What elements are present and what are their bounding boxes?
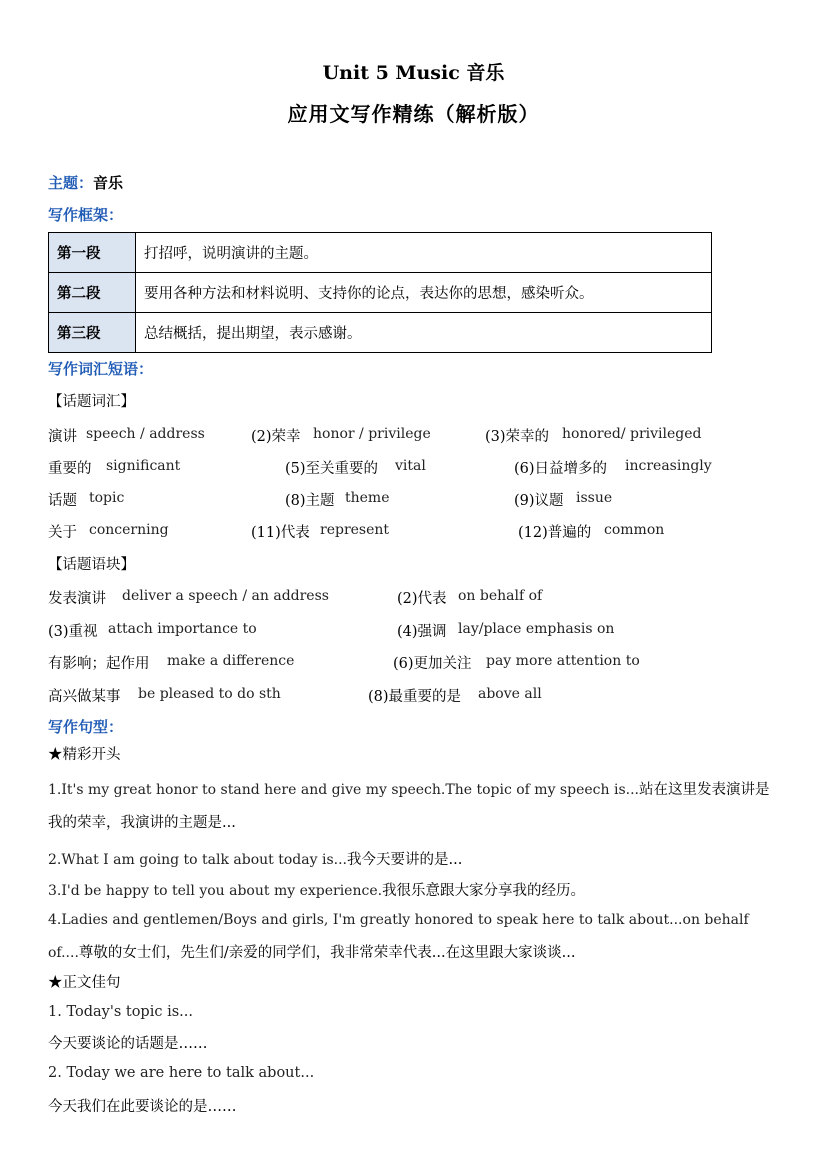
- word-zh: (12)普遍的: [518, 525, 592, 541]
- page-subtitle: 应用文写作精练（解析版）: [287, 102, 540, 126]
- phrase-zh: (3)重视: [48, 624, 98, 640]
- sentence-en: 2.What I am going to talk about today is...: [48, 852, 347, 868]
- word-en: vital: [395, 458, 426, 474]
- word-en: increasingly: [625, 458, 712, 474]
- sentence-zh: 我很乐意跟大家分享我的经历。: [382, 883, 586, 899]
- word-zh: (3)荣幸的: [485, 429, 550, 445]
- table-row: [49, 233, 712, 273]
- word-zh: (2)荣幸: [251, 429, 301, 445]
- word-zh: 关于: [48, 525, 77, 541]
- word-en: honored/ privileged: [562, 426, 702, 442]
- theme-value: 音乐: [93, 174, 124, 192]
- phrase-en: be pleased to do sth: [138, 686, 281, 702]
- word-en: theme: [345, 490, 390, 506]
- word-zh: (6)日益增多的: [514, 461, 608, 477]
- word-zh: 话题: [48, 493, 77, 509]
- table-row: [49, 273, 712, 313]
- phrases-heading: 【话题语块】: [48, 557, 135, 573]
- word-en: represent: [320, 522, 390, 538]
- body-heading: ★正文佳句: [48, 975, 121, 991]
- framework-cell-name: 第三段: [49, 313, 136, 353]
- vocab-label: 写作词汇短语：: [48, 360, 154, 378]
- page-title: Unit 5 Music 音乐: [322, 62, 505, 84]
- phrase-en: lay/place emphasis on: [458, 621, 615, 637]
- phrase-zh: (8)最重要的是: [368, 689, 462, 705]
- framework-label: 写作框架：: [48, 206, 124, 224]
- phrase-en: pay more attention to: [486, 653, 640, 669]
- word-en: speech / address: [86, 426, 205, 442]
- phrase-zh: 发表演讲: [48, 591, 106, 607]
- phrase-en: above all: [478, 686, 542, 702]
- word-en: concerning: [89, 522, 169, 538]
- sentence-en: 4.Ladies and gentlemen/Boys and girls, I'm greatly honored to speak here to talk about...on behalf of....: [48, 912, 749, 961]
- list-item: [48, 774, 773, 840]
- phrase-en: deliver a speech / an address: [122, 588, 329, 604]
- opening-heading: ★精彩开头: [48, 747, 121, 763]
- list-item: [48, 904, 773, 970]
- body-sentence-zh: 今天我们在此要谈论的是……: [48, 1099, 237, 1115]
- word-en: common: [604, 522, 665, 538]
- word-zh: 重要的: [48, 461, 92, 477]
- body-sentence-zh: 今天要谈论的话题是……: [48, 1036, 208, 1052]
- word-zh: (8)主题: [285, 493, 335, 509]
- word-zh: 演讲: [48, 429, 77, 445]
- framework-cell-content: 要用各种方法和材料说明、支持你的论点，表达你的思想，感染听众。: [136, 273, 712, 313]
- words-heading: 【话题词汇】: [48, 394, 135, 410]
- body-sentence-en: 1. Today's topic is...: [48, 1004, 193, 1020]
- list-item: [48, 879, 585, 900]
- table-row: [49, 313, 712, 353]
- list-item: [48, 848, 462, 869]
- phrase-zh: (4)强调: [397, 624, 447, 640]
- word-en: issue: [576, 490, 613, 506]
- framework-cell-name: 第一段: [49, 233, 136, 273]
- sentence-zh: 站在这里发表演讲是我的荣幸，我演讲的主题是...: [48, 782, 770, 831]
- body-sentence-en: 2. Today we are here to talk about...: [48, 1065, 315, 1081]
- sentences-label: 写作句型：: [48, 718, 124, 736]
- word-en: significant: [106, 458, 181, 474]
- framework-cell-name: 第二段: [49, 273, 136, 313]
- word-en: honor / privilege: [313, 426, 431, 442]
- word-zh: (5)至关重要的: [285, 461, 379, 477]
- word-en: topic: [89, 490, 125, 506]
- sentence-en: 3.I'd be happy to tell you about my experience.: [48, 883, 383, 899]
- word-zh: (9)议题: [514, 493, 564, 509]
- phrase-zh: 高兴做某事: [48, 689, 121, 705]
- sentence-zh: 尊敬的女士们，先生们/亲爱的同学们，我非常荣幸代表...在这里跟大家谈谈...: [78, 945, 576, 961]
- word-zh: (11)代表: [251, 525, 310, 541]
- phrase-en: make a difference: [167, 653, 295, 669]
- phrase-zh: (6)更加关注: [393, 656, 472, 672]
- phrase-zh: (2)代表: [397, 591, 447, 607]
- framework-table: [48, 232, 712, 353]
- phrase-en: attach importance to: [108, 621, 257, 637]
- framework-cell-content: 总结概括，提出期望，表示感谢。: [136, 313, 712, 353]
- theme-label: 主题：: [48, 174, 94, 192]
- sentence-en: 1.It's my great honor to stand here and give my speech.The topic of my speech is...: [48, 782, 639, 798]
- sentence-zh: 我今天要讲的是...: [347, 852, 463, 868]
- phrase-en: on behalf of: [458, 588, 543, 604]
- phrase-zh: 有影响；起作用: [48, 656, 150, 672]
- framework-cell-content: 打招呼，说明演讲的主题。: [136, 233, 712, 273]
- theme-line: [48, 172, 123, 193]
